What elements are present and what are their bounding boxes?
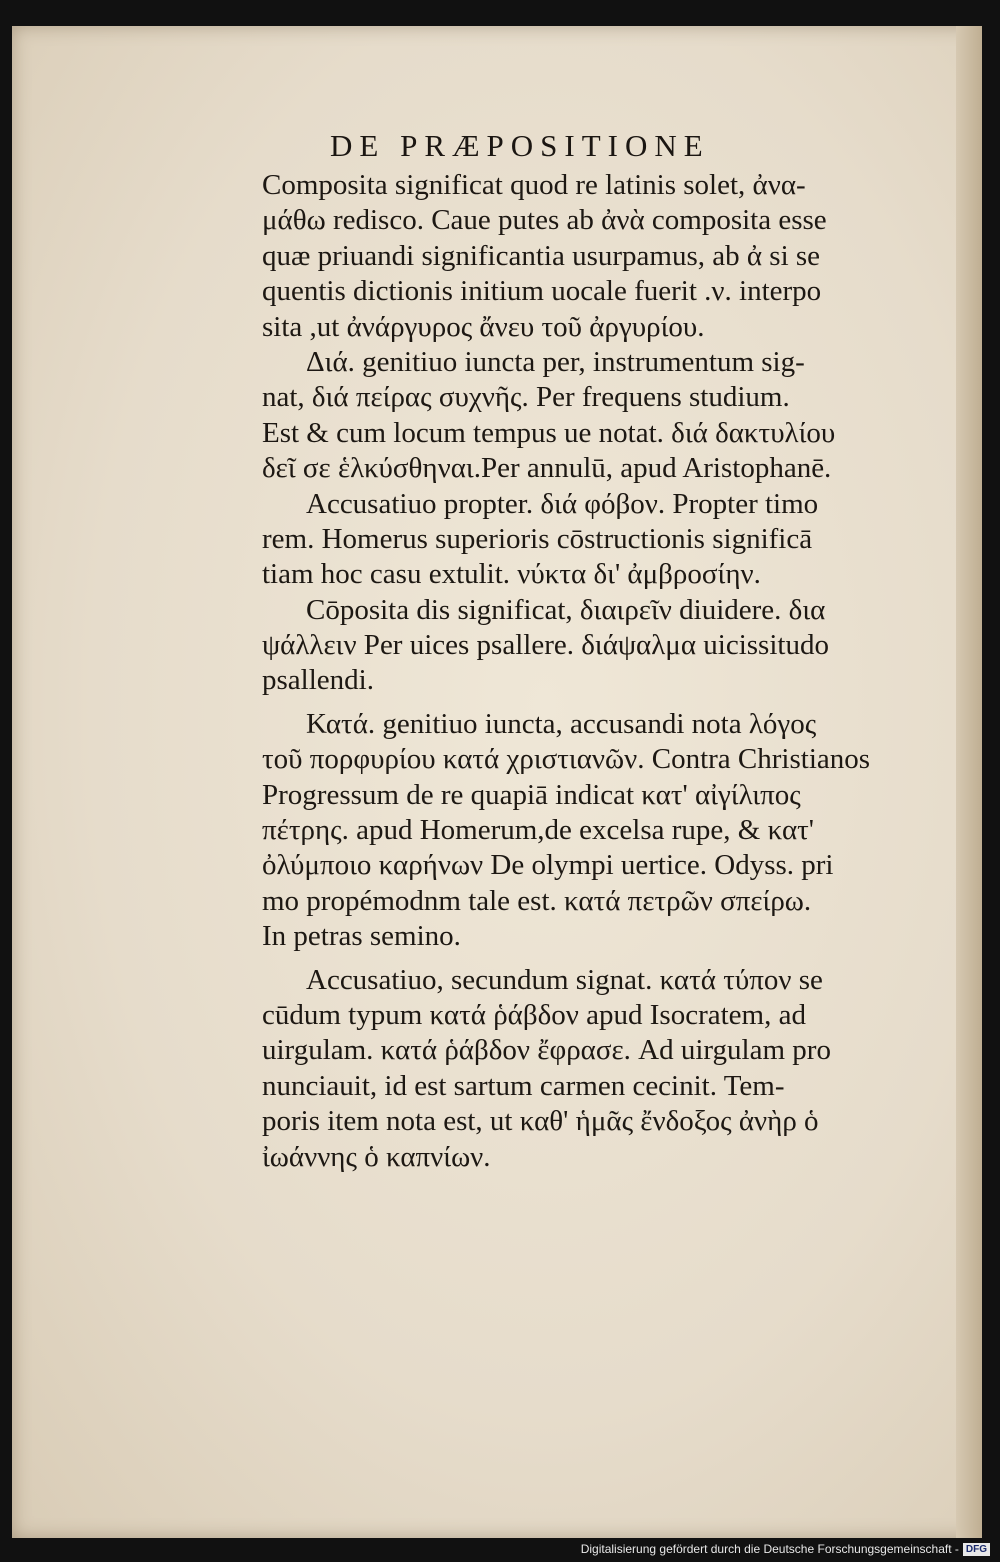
text-line: μάθω redisco. Caue putes ab ἀνὰ composita esse <box>262 204 827 237</box>
text-line: ἰωάννης ὁ καπνίων. <box>262 1140 491 1173</box>
text-line: nat, διά πείρας συχνῆς. Per frequens studium. <box>262 381 790 414</box>
text-line: poris item nota est, ut καθ' ἡμᾶς ἔνδοξος ἀνὴρ ὁ <box>262 1105 819 1138</box>
text-line: In petras semino. <box>262 920 461 953</box>
text-line: Κατά. genitiuo iuncta, accusandi nota λόγος <box>306 707 817 740</box>
dfg-logo: DFG <box>963 1543 990 1556</box>
text-line: rem. Homerus superioris cōstructionis significā <box>262 522 813 555</box>
text-line: uirgulam. κατά ῥάβδον ἔφρασε. Ad uirgulam pro <box>262 1034 831 1067</box>
credit-text: Digitalisierung gefördert durch die Deutsche Forschungsgemeinschaft - <box>580 1542 959 1556</box>
text-line: ψάλλειν Per uices psallere. διάψαλμα uicissitudo <box>262 629 829 662</box>
text-line: Est & cum locum tempus ue notat. διά δακτυλίου <box>262 416 836 449</box>
text-line: πέτρης. apud Homerum,de excelsa rupe, & κατ' <box>262 814 815 847</box>
body-text <box>262 168 912 1175</box>
text-line: psallendi. <box>262 664 374 697</box>
text-line: Composita significat quod re latinis solet, ἀνα- <box>262 169 806 201</box>
text-line: nunciauit, id est sartum carmen cecinit. Tem- <box>262 1069 785 1102</box>
page-edge <box>956 26 982 1538</box>
text-line: Accusatiuo, secundum signat. κατά τύπον se <box>306 963 823 996</box>
text-line: quæ priuandi significantia usurpamus, ab ἀ si se <box>262 239 821 272</box>
text-line: mo propémodnm tale est. κατά πετρῶν σπείρω. <box>262 884 812 917</box>
text-line: Progressum de re quapiā indicat κατ' αἰγίλιπος <box>262 778 801 811</box>
text-line: Cōposita dis significat, διαιρεῖν diuidere. δια <box>306 593 826 626</box>
text-line: δεῖ σε ἑλκύσθηναι.Per annulū, apud Aristophanē. <box>262 452 832 485</box>
text-line: quentis dictionis initium uocale fuerit .ν. interpo <box>262 275 822 308</box>
text-line: cūdum typum κατά ῥάβδον apud Isocratem, ad <box>262 998 806 1031</box>
text-line: τοῦ πορφυρίου κατά χριστιανῶν. Contra Christianos <box>262 743 871 776</box>
text-line: tiam hoc casu extulit. νύκτα δι' ἀμβροσίην. <box>262 558 761 591</box>
text-line: ὀλύμποιο καρήνων De olympi uertice. Odyss. pri <box>262 849 834 882</box>
text-line: Διά. genitiuo iuncta per, instrumentum sig- <box>306 345 805 378</box>
running-head: DE PRÆPOSITIONE <box>330 128 710 163</box>
text-line: sita ,ut ἀνάργυρος ἄνευ τοῦ ἀργυρίου. <box>262 310 705 343</box>
digitization-credit <box>581 1542 990 1556</box>
text-line: Accusatiuo propter. διά φόβον. Propter timo <box>306 487 819 520</box>
